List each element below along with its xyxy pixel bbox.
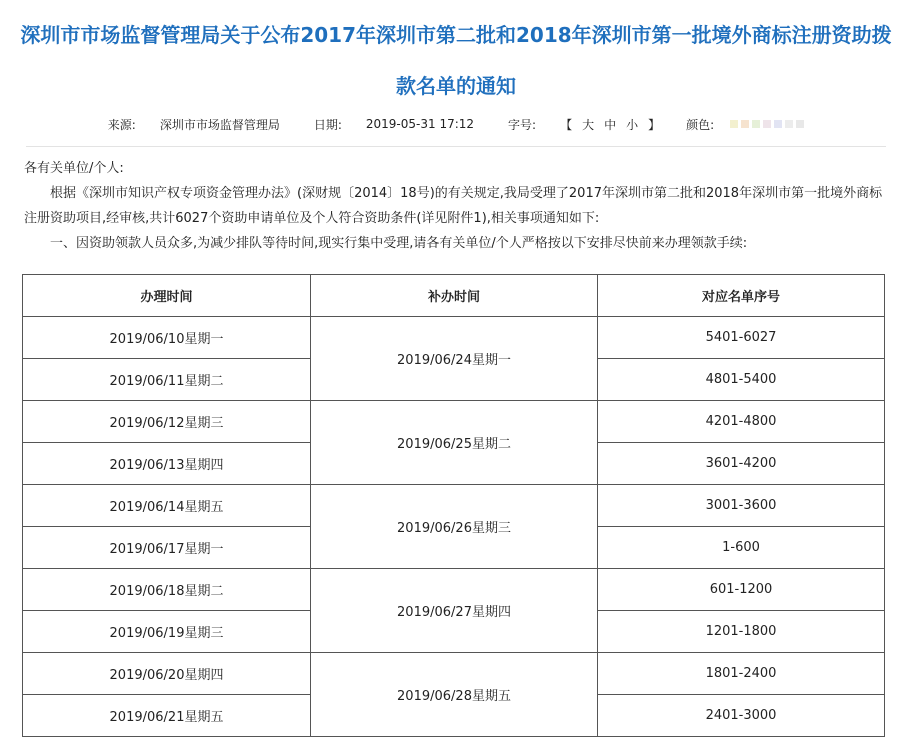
list-range-cell: 601-1200 bbox=[598, 569, 885, 611]
processing-date-cell: 2019/06/18星期二 bbox=[23, 569, 311, 611]
processing-date-cell: 2019/06/19星期三 bbox=[23, 611, 311, 653]
header-processing-date: 办理时间 bbox=[23, 275, 311, 317]
list-range-cell: 3601-4200 bbox=[598, 443, 885, 485]
processing-date-cell: 2019/06/14星期五 bbox=[23, 485, 311, 527]
color-label: 颜色: bbox=[686, 117, 715, 132]
processing-date-cell: 2019/06/11星期二 bbox=[23, 359, 311, 401]
color-swatch[interactable] bbox=[763, 120, 771, 128]
color-swatch[interactable] bbox=[785, 120, 793, 128]
salutation: 各有关单位/个人: bbox=[24, 161, 124, 176]
table-row bbox=[23, 317, 885, 359]
color-swatch[interactable] bbox=[774, 120, 782, 128]
list-range-cell: 2401-3000 bbox=[598, 695, 885, 737]
list-range-cell: 1801-2400 bbox=[598, 653, 885, 695]
processing-date-cell: 2019/06/17星期一 bbox=[23, 527, 311, 569]
paragraph-1: 根据《深圳市知识产权专项资金管理办法》(深财规〔2014〕18号)的有关规定,我局受理了2017年深圳市第二批和2018年深圳市第一批境外商标注册资助项目,经审核,共计6027个资助申请单位及个人符合资助条件(详见附件1),相关事项通知如下: bbox=[24, 186, 883, 226]
list-range-cell: 4201-4800 bbox=[598, 401, 885, 443]
table-row bbox=[23, 401, 885, 443]
list-range-cell: 1201-1800 bbox=[598, 611, 885, 653]
color-swatch[interactable] bbox=[730, 120, 738, 128]
font-size-small-button[interactable]: 小 bbox=[626, 117, 639, 132]
meta-bar bbox=[0, 112, 912, 136]
list-range-cell: 1-600 bbox=[598, 527, 885, 569]
header-makeup-date: 补办时间 bbox=[311, 275, 598, 317]
makeup-date-cell: 2019/06/27星期四 bbox=[311, 569, 598, 653]
font-size-large-button[interactable]: 大 bbox=[582, 117, 595, 132]
font-size-bracket-open: 【 bbox=[560, 117, 573, 132]
page-title: 深圳市市场监督管理局关于公布2017年深圳市第二批和2018年深圳市第一批境外商标注册资助拨款名单的通知 bbox=[20, 23, 892, 98]
date-value: 2019-05-31 17:12 bbox=[365, 117, 475, 131]
font-size-label: 字号: bbox=[508, 117, 537, 132]
color-swatch[interactable] bbox=[752, 120, 760, 128]
table-row bbox=[23, 569, 885, 611]
color-swatch[interactable] bbox=[741, 120, 749, 128]
processing-date-cell: 2019/06/21星期五 bbox=[23, 695, 311, 737]
header-divider bbox=[26, 146, 886, 147]
source-value: 深圳市市场监督管理局 bbox=[159, 117, 280, 132]
makeup-date-cell: 2019/06/26星期三 bbox=[311, 485, 598, 569]
schedule-table bbox=[22, 274, 885, 737]
source-label: 来源: bbox=[107, 117, 136, 132]
makeup-date-cell: 2019/06/24星期一 bbox=[311, 317, 598, 401]
table-row bbox=[23, 485, 885, 527]
item-1: 一、因资助领款人员众多,为减少排队等待时间,现实行集中受理,请各有关单位/个人严格按以下安排尽快前来办理领款手续: bbox=[50, 236, 748, 251]
processing-date-cell: 2019/06/20星期四 bbox=[23, 653, 311, 695]
list-range-cell: 5401-6027 bbox=[598, 317, 885, 359]
color-swatches bbox=[730, 120, 804, 128]
processing-date-cell: 2019/06/12星期三 bbox=[23, 401, 311, 443]
table-header-row bbox=[23, 275, 885, 317]
font-size-medium-button[interactable]: 中 bbox=[604, 117, 617, 132]
font-size-bracket-close: 】 bbox=[648, 117, 661, 132]
color-swatch[interactable] bbox=[796, 120, 804, 128]
header-list-range: 对应名单序号 bbox=[598, 275, 885, 317]
font-size-selector bbox=[560, 116, 660, 133]
makeup-date-cell: 2019/06/28星期五 bbox=[311, 653, 598, 737]
processing-date-cell: 2019/06/13星期四 bbox=[23, 443, 311, 485]
table-row bbox=[23, 653, 885, 695]
date-label: 日期: bbox=[313, 117, 342, 132]
processing-date-cell: 2019/06/10星期一 bbox=[23, 317, 311, 359]
notice-body bbox=[0, 156, 912, 256]
list-range-cell: 4801-5400 bbox=[598, 359, 885, 401]
list-range-cell: 3001-3600 bbox=[598, 485, 885, 527]
makeup-date-cell: 2019/06/25星期二 bbox=[311, 401, 598, 485]
